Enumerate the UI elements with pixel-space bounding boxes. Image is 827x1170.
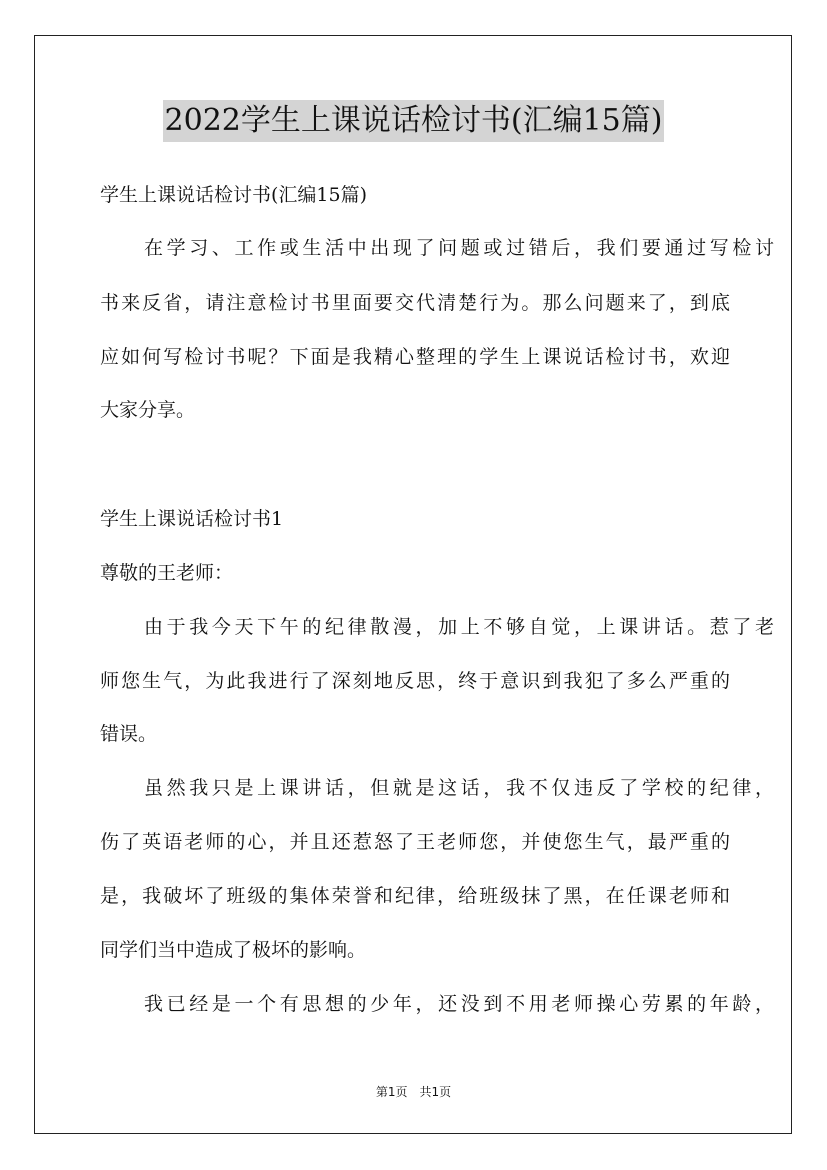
- salutation: 尊敬的王老师：: [100, 562, 234, 584]
- para1-line-1: 由于我今天下午的纪律散漫，加上不够自觉，上课讲话。惹了老: [144, 616, 774, 638]
- title-container: [0, 100, 827, 142]
- para2-line-2: 伤了英语老师的心，并且还惹怒了王老师您，并使您生气，最严重的: [100, 831, 730, 853]
- para2-line-1: 虽然我只是上课讲话，但就是这话，我不仅违反了学校的纪律，: [144, 777, 774, 799]
- para1-line-3: 错误。: [100, 723, 158, 745]
- para1-line-2: 师您生气，为此我进行了深刻地反思，终于意识到我犯了多么严重的: [100, 670, 730, 692]
- intro-line-3: 应如何写检讨书呢？下面是我精心整理的学生上课说话检讨书，欢迎: [100, 346, 730, 368]
- para2-line-4: 同学们当中造成了极坏的影响。: [100, 939, 367, 961]
- section-title: 学生上课说话检讨书1: [100, 508, 284, 530]
- document-subtitle: 学生上课说话检讨书(汇编15篇): [100, 184, 368, 206]
- intro-line-1: 在学习、工作或生活中出现了问题或过错后，我们要通过写检讨: [144, 237, 774, 259]
- para2-line-3: 是，我破坏了班级的集体荣誉和纪律，给班级抹了黑，在任课老师和: [100, 885, 730, 907]
- intro-line-4: 大家分享。: [100, 399, 196, 421]
- page-footer: 第1页 共1页: [375, 1085, 452, 1099]
- intro-line-2: 书来反省，请注意检讨书里面要交代清楚行为。那么问题来了，到底: [100, 292, 730, 314]
- para3-line-1: 我已经是一个有思想的少年，还没到不用老师操心劳累的年龄，: [144, 993, 774, 1015]
- document-title: 2022学生上课说话检讨书(汇编15篇): [163, 100, 665, 142]
